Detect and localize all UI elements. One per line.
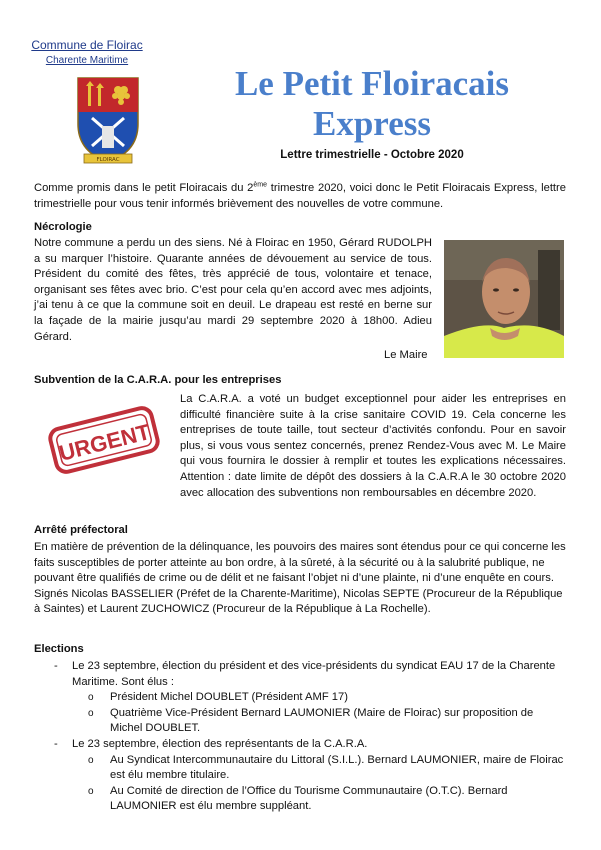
election-sub-item-text: Au Comité de direction de l’Office du Tourisme Communautaire (O.T.C). Bernard LAUMONIER est élu membre suppléant.: [110, 784, 508, 813]
election-item: [34, 659, 564, 737]
election-sub-item-text: Président Michel DOUBLET (Président AMF 17): [110, 691, 348, 704]
subvention-heading: Subvention de la C.A.R.A. pour les entreprises: [34, 374, 282, 386]
list-dash: -: [54, 737, 58, 750]
election-sub-item-text: Au Syndicat Intercommunautaire du Littoral (S.I.L.). Bernard LAUMONIER, maire de Floirac est élu membre titulaire.: [110, 753, 564, 782]
necrologie-heading: Nécrologie: [34, 221, 92, 233]
region-name: Charente Maritime: [45, 55, 129, 66]
list-circle: o: [88, 785, 94, 797]
urgent-stamp-text: URGENT: [56, 419, 153, 466]
election-item-text: Le 23 septembre, élection du président et des vice-présidents du syndicat EAU 17 de la Charente Maritime. Sont élus :: [72, 660, 556, 688]
election-item-text: Le 23 septembre, élection des représentants de la C.A.R.A.: [72, 737, 368, 750]
election-sub-item: [72, 753, 564, 784]
coat-of-arms-image: [74, 74, 142, 166]
crest-label: FLOIRAC: [96, 157, 120, 163]
intro-paragraph: [34, 181, 566, 212]
subvention-body: La C.A.R.A. a voté un budget exceptionnel pour aider les entreprises en difficulté financière suite à la crise sanitaire COVID 19. Cela concerne les entreprises de toute taille, tout secteur d’activités confondu. Pour en savoir plus, si vous vous sentez concernés, prenez Rendez-Vous avec M. Le Maire qui vous fournira le dossier à remplir et toutes les explications nécessaires. Attention : date limite de dépôt des dossiers à la C.A.R.A le 30 octobre 2020 avec allocation des subventions non remboursables en décembre 2020.: [180, 393, 566, 499]
portrait-photo: [444, 240, 564, 358]
intro-superscript: ème: [253, 181, 268, 189]
list-circle: o: [88, 692, 94, 704]
newsletter-title-line1: Le Petit Floiracais: [234, 64, 510, 103]
elections-list: [34, 659, 564, 815]
necrologie-signature: Le Maire: [384, 349, 428, 361]
election-sub-item: [72, 690, 564, 706]
intro-text-start: Comme promis dans le petit Floiracais du 2: [34, 182, 254, 194]
commune-name: Commune de Floirac: [31, 38, 143, 52]
list-circle: o: [88, 707, 94, 719]
list-dash: -: [54, 660, 58, 672]
elections-heading: Elections: [34, 643, 84, 655]
election-item: [34, 737, 564, 815]
list-circle: o: [88, 754, 94, 766]
election-sub-item-text: Quatrième Vice-Président Bernard LAUMONIER (Maire de Floirac) sur proposition de Michel DOUBLET.: [110, 706, 534, 735]
newsletter-subtitle: Lettre trimestrielle - Octobre 2020: [280, 149, 464, 161]
election-sub-item: [72, 784, 564, 815]
arrete-heading: Arrêté préfectoral: [34, 524, 128, 536]
necrologie-body: Notre commune a perdu un des siens. Né à Floirac en 1950, Gérard RUDOLPH a su marquer l’histoire. Quarante années de dévouement au service de tous. Président du comité des fêtes, très apprécié de tous, volontaire et tenace, organisant ses fêtes avec brio. C’est pour cela qu’en accord avec mes adjoints, j’ai tenu à ce que la commune soit en deuil. Le drapeau est resté en berne sur la façade de la mairie jusqu’au mardi 29 septembre 2020 à 18h00. Adieu Gérard.: [34, 237, 432, 343]
arrete-body: En matière de prévention de la délinquance, les pouvoirs des maires sont étendus pour ce qui concerne les faits susceptibles de porter atteinte au bon ordre, à la sûreté, à la sécurité ou à la salubrité publique, ne pouvant être qualifiés de crime ou de délit et ne faisant l’objet ni d’une plainte, ni d’une enquête en cours. Signés Nicolas BASSELIER (Préfet de la Charente-Maritime), Nicolas SEPTE (Procureur de la République à Saintes) et Laurent ZUCHOWICZ (Procureur de la République à La Rochelle).: [34, 541, 566, 616]
urgent-stamp-icon: [44, 400, 164, 480]
intro-text-end: trimestre 2020, voici donc le Petit Floiracais Express, lettre trimestrielle pour vous tenir informés brièvement des nouvelles de votre commune.: [34, 182, 566, 210]
newsletter-title-line2: Express: [313, 104, 431, 143]
election-sub-item: [72, 706, 564, 737]
